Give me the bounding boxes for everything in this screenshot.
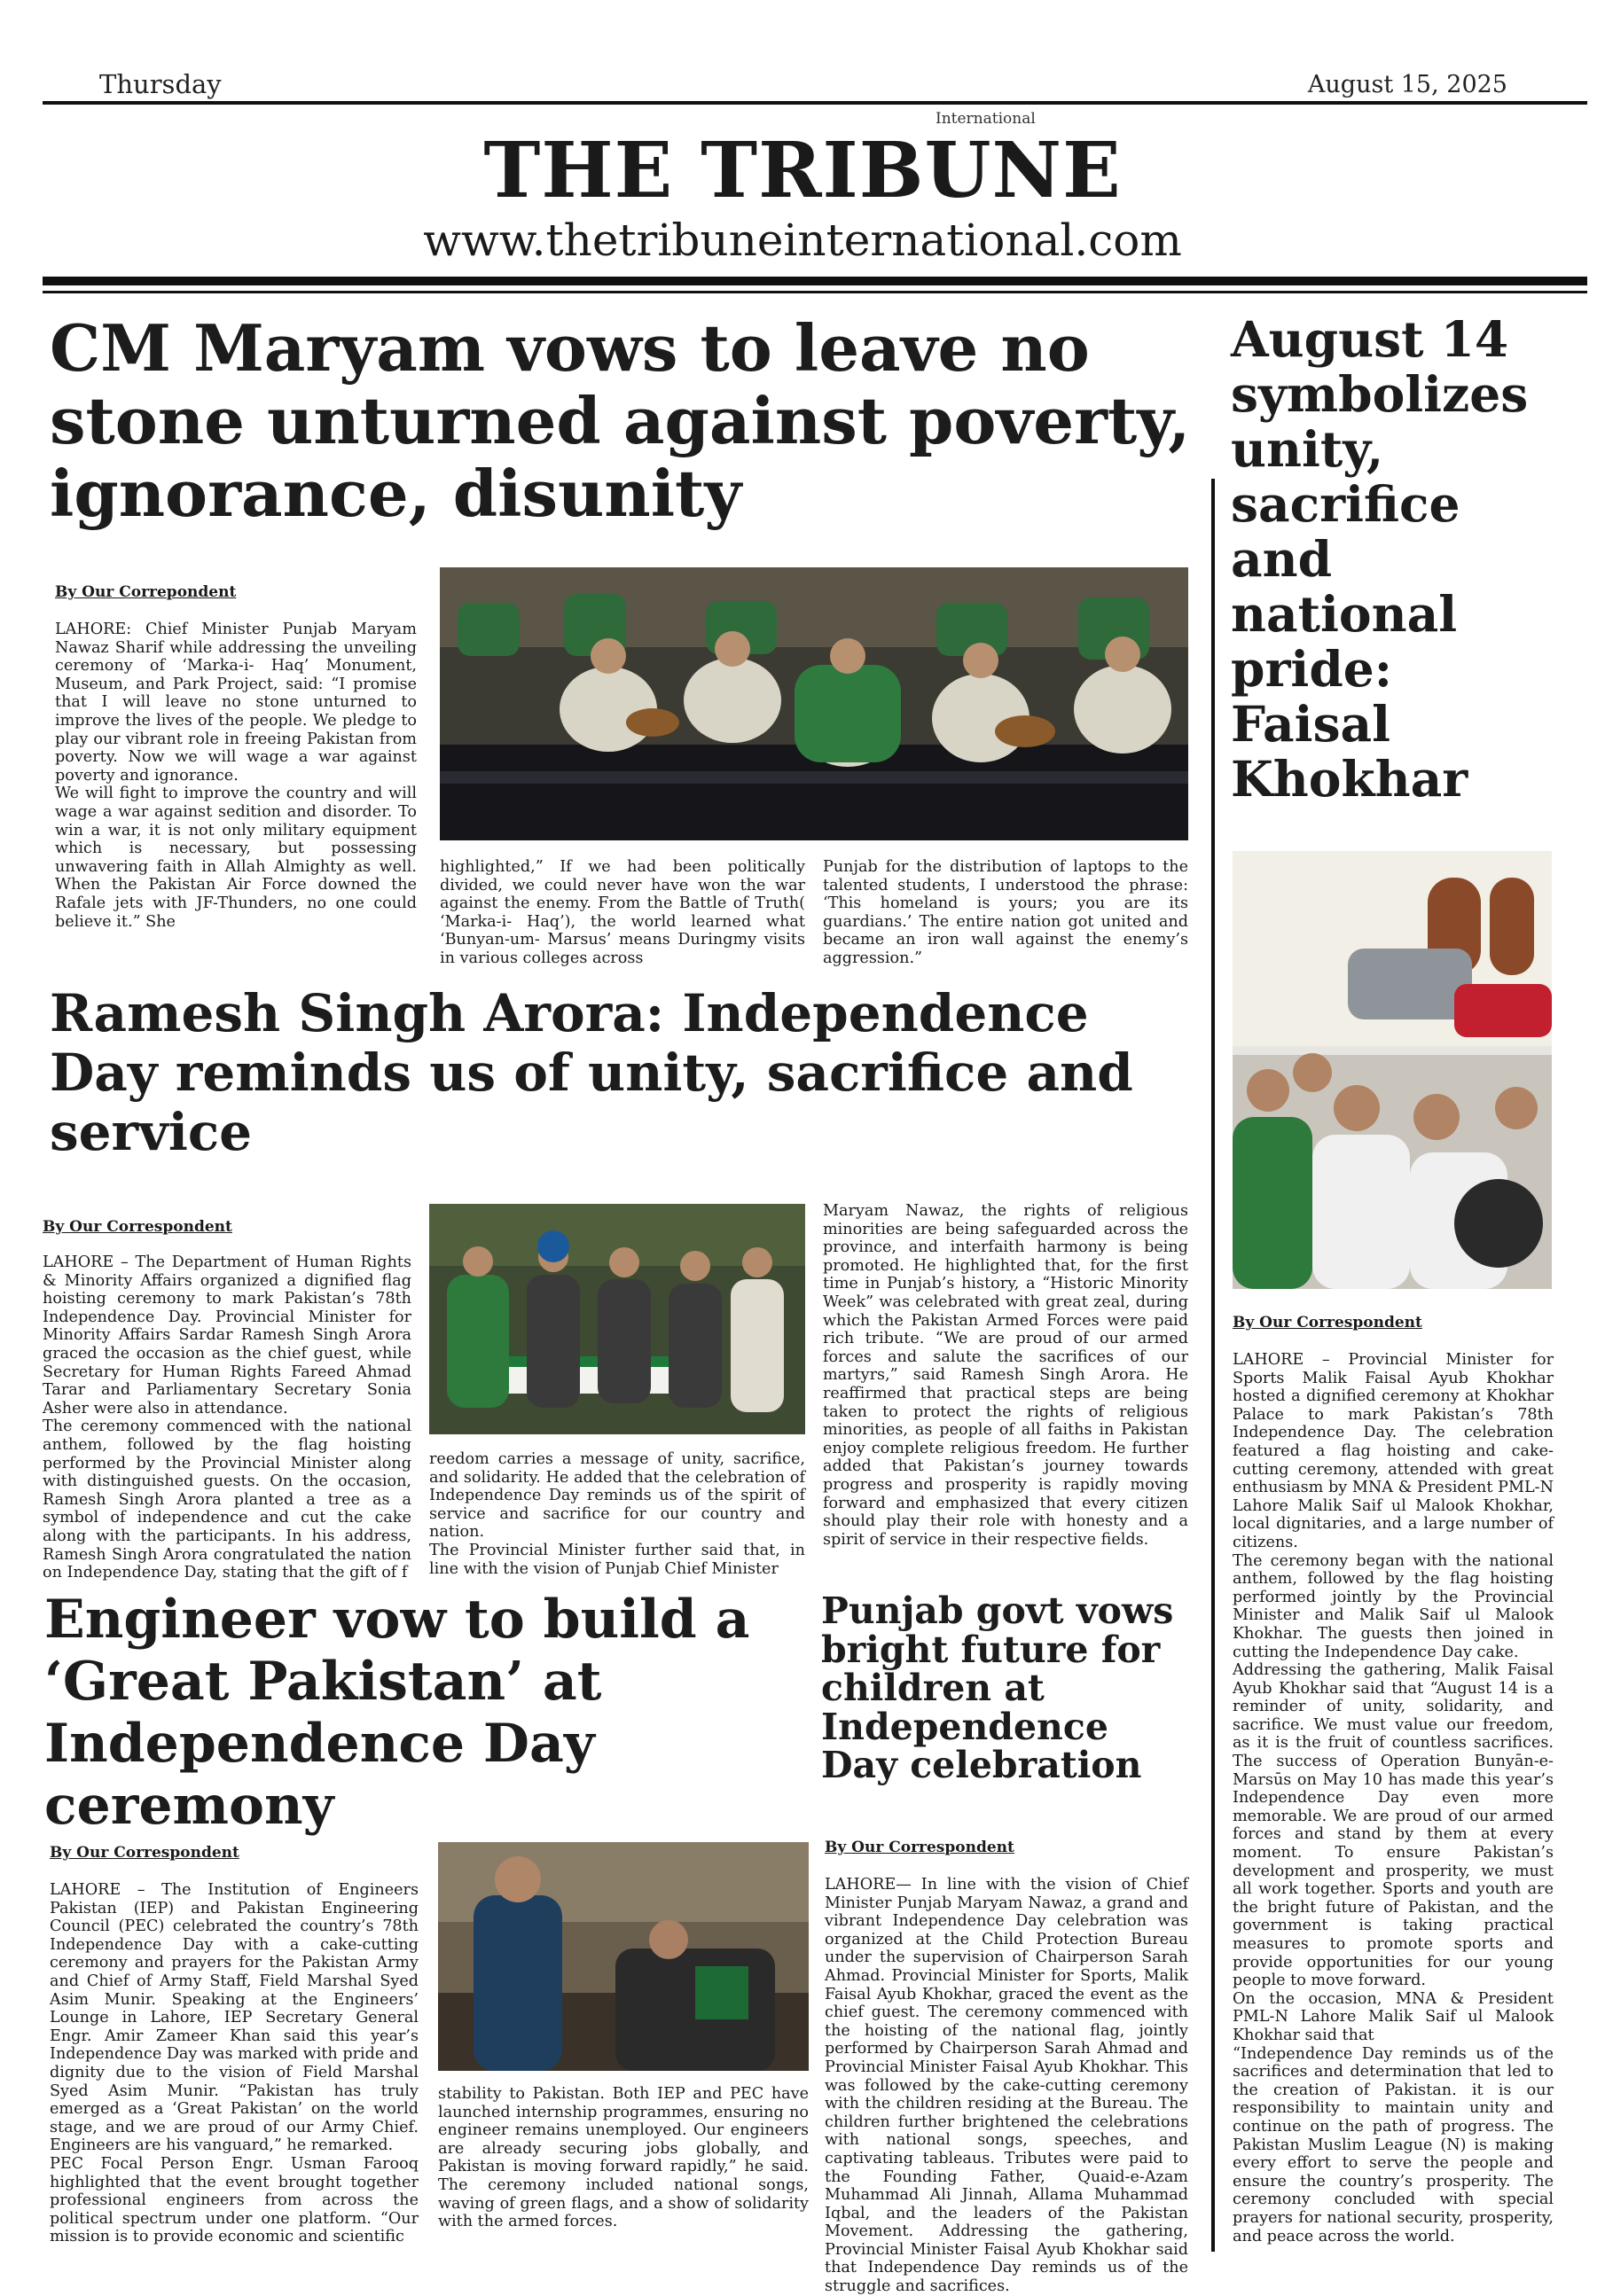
story1-photo-musicians xyxy=(440,567,1188,840)
story5-headline: August 14 symbolizes unity, sacrifice and national pride: Faisal Khokhar xyxy=(1231,310,1529,808)
story2-byline: By Our Correspondent xyxy=(43,1218,232,1236)
newspaper-url: www.thetribuneinternational.com xyxy=(423,215,1182,266)
story4-headline: Punjab govt vows bright future for children at Independence Day celebration xyxy=(821,1589,1174,1786)
story3-column-1: LAHORE – The Institution of Engineers Pakistan (IEP) and Pakistan Engineering Council (PEC) celebrated the country’s 78th Independence Day with a cake-cutting ceremony and prayers for the Pakistan Army and Chief of Army Staff, Field Marshal Syed Asim Munir. Speaking at the Engineers’ Lounge in Lahore, IEP Secretary General Engr. Amir Zameer Khan said this year’s Independence Day was marked with pride and dignity due to the vision of Field Marshal Syed Asim Munir. “Pakistan has truly emerged as a ‘Great Pakistan’ on the world stage, and we are proud of our Army Chief. Engineers are his vanguard,” he remarked. PEC Focal Person Engr. Usman Farooq highlighted that the event brought together professional engineers from across the political spectrum under one platform. “Our mission is to provide economic and scientific xyxy=(50,1881,419,2246)
story5-photo-flag-hoisting xyxy=(1233,851,1552,1289)
masthead-thick-rule xyxy=(43,277,1587,285)
story3-column-2: stability to Pakistan. Both IEP and PEC have launched internship programmes, ensuring no engineer remains unemployed. Our engineers are already securing jobs globally, and Pakistan is moving forward rapidly,” he said. The ceremony included national songs, waving of green flags, and a show of solidarity with the armed forces. xyxy=(438,2085,809,2231)
story2-photo-cake-cutting xyxy=(429,1204,805,1434)
story5-byline: By Our Correspondent xyxy=(1233,1314,1422,1332)
column-divider xyxy=(1211,479,1215,2252)
story2-column-3: Maryam Nawaz, the rights of religious minorities are being safeguarded across the province, and interfaith harmony is being promoted. He highlighted that, for the first time in Punjab’s history, a “Historic Minority Week” was celebrated with great zeal, during which the Pakistan Armed Forces were paid rich tribute. “We are proud of our armed forces and salute the sacrifices of our martyrs,” said Ramesh Singh Arora. He reaffirmed that practical steps are being taken to protect the rights of religious minorities, as people of all faiths in Pakistan enjoy complete religious freedom. He further added that Pakistan’s journey towards progress and prosperity is rapidly moving forward and emphasized that every citizen should play their role with honesty and a spirit of service in their respective fields. xyxy=(823,1202,1188,1549)
story1-column-2: highlighted,” If we had been politically divided, we could never have won the war against the enemy. From the Battle of Truth( ‘Marka-i- Haq’), the world learned what ‘Bunyan-um- Marsus’ means Duringmy visits in various colleges across xyxy=(440,858,805,967)
story3-photo-engineers xyxy=(438,1842,809,2071)
story4-byline: By Our Correspondent xyxy=(825,1839,1014,1856)
story2-column-2: reedom carries a message of unity, sacrifice, and solidarity. He added that the celebration of Independence Day reminds us of the spirit of service and sacrifice for our country and nation. The Provincial Minister further said that, in line with the vision of Punjab Chief Minister xyxy=(429,1450,805,1578)
story2-column-1: LAHORE – The Department of Human Rights & Minority Affairs organized a dignified flag hoisting ceremony to mark Pakistan’s 78th Independence Day. Provincial Minister for Minority Affairs Sardar Ramesh Singh Arora graced the occasion as the chief guest, while Secretary for Human Rights Fareed Ahmad Tarar and Parliamentary Secretary Sonia Asher were also in attendance. The ceremony commenced with the national anthem, followed by the flag hoisting performed by the Provincial Minister along with distinguished guests. On the occasion, Ramesh Singh Arora planted a tree as a symbol of independence and cut the cake along with the participants. In his address, Ramesh Singh Arora congratulated the nation on Independence Day, stating that the gift of f xyxy=(43,1253,411,1582)
story4-body: LAHORE— In line with the vision of Chief Minister Punjab Maryam Nawaz, a grand and vibrant Independence Day celebration was organized at the Child Protection Bureau under the supervision of Chairperson Sarah Ahmad. Provincial Minister for Sports, Malik Faisal Ayub Khokhar, graced the event as the chief guest. The ceremony commenced with the hoisting of the national flag, jointly performed by Chairperson Sarah Ahmad and Provincial Minister Faisal Ayub Khokhar. This was followed by the cake-cutting ceremony with the children residing at the Bureau. The children further brightened the celebrations with national songs, speeches, and captivating tableaus. Tributes were paid to the Founding Father, Quaid-e-Azam Muhammad Ali Jinnah, Allama Muhammad Iqbal, and the leaders of the Pakistan Movement. Addressing the gathering, Provincial Minister Faisal Ayub Khokhar said that Independence Day reminds us of the struggle and sacrifices. xyxy=(825,1876,1188,2296)
edition-label: International xyxy=(936,110,1036,128)
story1-byline: By Our Correpondent xyxy=(55,583,237,601)
story1-column-1: LAHORE: Chief Minister Punjab Maryam Nawaz Sharif while addressing the unveiling ceremony of ‘Marka-i- Haq’ Monument, Museum, and Park Project, said: “I promise that I will leave no stone unturned to improve the lives of the people. We pledge to play our vibrant role in freeing Pakistan from poverty. Now we will wage a war against poverty and ignorance. We will fight to improve the country and will wage a war against sedition and disorder. To win a war, it is not only military equipment which is necessary, but possessing unwavering faith in Allah Almighty as well. When the Pakistan Air Force downed the Rafale jets with JF-Thunders, no one could believe it.” She xyxy=(55,621,417,931)
story3-headline: Engineer vow to build a ‘Great Pakistan’ at Independence Day ceremony xyxy=(44,1589,750,1837)
masthead-day: Thursday xyxy=(99,69,222,99)
story2-headline: Ramesh Singh Arora: Independence Day reminds us of unity, sacrifice and service xyxy=(50,983,1133,1162)
top-rule xyxy=(43,101,1587,105)
masthead-thin-rule xyxy=(43,291,1587,293)
story5-body: LAHORE – Provincial Minister for Sports Malik Faisal Ayub Khokhar hosted a dignified ceremony at Khokhar Palace to mark Pakistan’s 78th Independence Day. The celebration featured a flag hoisting and cake-cutting ceremony, attended with great enthusiasm by MNA & President PML-N Lahore Malik Saif ul Malook Khokhar, local dignitaries, and a large number of citizens. The ceremony began with the national anthem, followed by the flag hoisting performed jointly by the Provincial Minister and Malik Saif ul Malook Khokhar. The guests then joined in cutting the Independence Day cake. Addressing the gathering, Malik Faisal Ayub Khokhar said that “August 14 is a reminder of unity, solidarity, and sacrifice. We must value our freedom, as it is the fruit of countless sacrifices. The success of Operation Bunyān-e-Marsūs on May 10 has made this year’s Independence Day even more memorable. We are proud of our armed forces and stand by them at every moment. To ensure Pakistan’s development and prosperity, we must all work together. Sports and youth are the bright future of Pakistan, and the government is taking practical measures to promote sports and provide opportunities for our young people to move forward. On the occasion, MNA & President PML-N Lahore Malik Saif ul Malook Khokhar said that “Independence Day reminds us of the sacrifices and determination that led to the creation of Pakistan. it is our responsibility to maintain unity and continue on the path of progress. The Pakistan Muslim League (N) is making every effort to serve the people and ensure the country’s prosperity. The ceremony concluded with special prayers for national security, prosperity, and peace across the world. xyxy=(1233,1351,1554,2245)
story1-headline: CM Maryam vows to leave no stone unturned against poverty, ignorance, disunity xyxy=(50,310,1191,531)
newspaper-title: THE TRIBUNE xyxy=(483,126,1122,215)
story3-byline: By Our Correspondent xyxy=(50,1844,239,1862)
story1-column-3: Punjab for the distribution of laptops to the talented students, I understood the phrase: ‘This homeland is yours; you are its guardians.’ The entire nation got united and became an iron wall against the enemy’s aggression.” xyxy=(823,858,1188,967)
masthead-date: August 15, 2025 xyxy=(1307,71,1507,98)
